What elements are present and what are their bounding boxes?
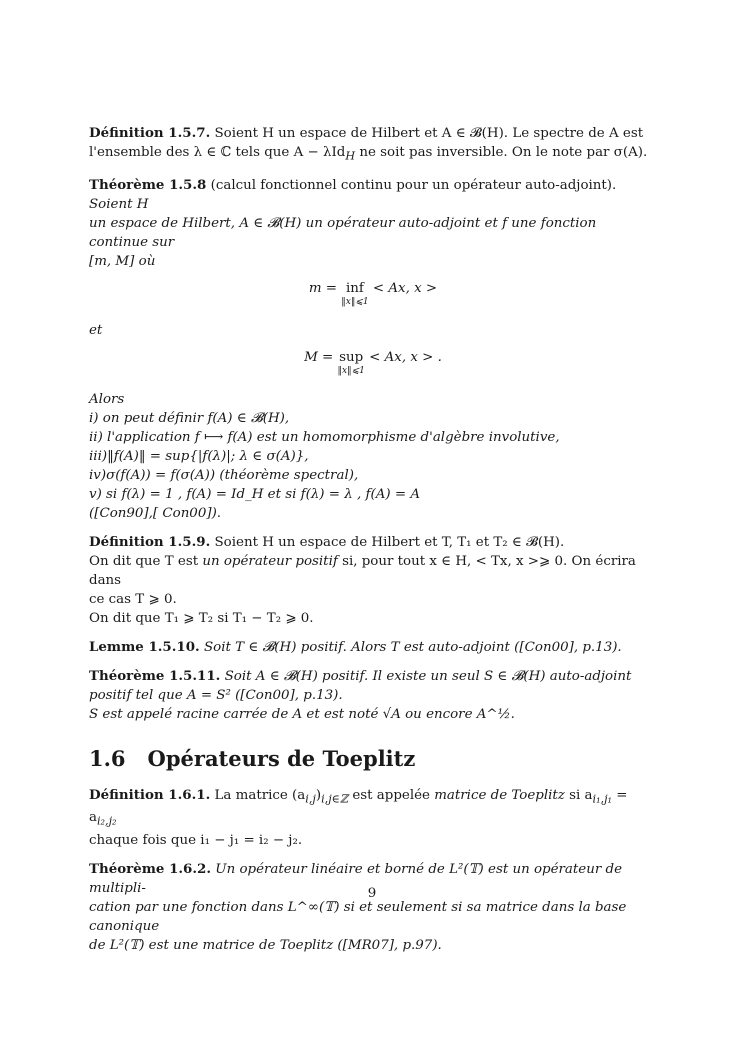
formula-M-rhs: < Ax, x > . [369,349,442,365]
page-content [89,124,657,965]
formula-m-lhs: m = [308,280,342,296]
section-number: 1.6 [89,745,126,771]
thm158-text3: [m, M] où [89,253,156,269]
def159-line1 [89,533,657,552]
definition-1-5-7 [89,124,657,166]
def159-label: Définition 1.5.9. [89,533,211,550]
thm162-text3: de L²(𝕋) est une matrice de Toeplitz ([MR07], p.97). [89,938,442,954]
def159-text1: Soient H un espace de Hilbert et T, T₁ et T₂ ∈ 𝓑(H). [214,534,565,550]
thm1511-text1: Soit A ∈ 𝓑(H) positif. Il existe un seul S ∈ 𝓑(H) auto-adjoint [224,668,632,684]
thm158-label: Théorème 1.5.8 [89,176,207,193]
thm158-item: iii)‖f(A)‖ = sup{|f(λ)|; λ ∈ σ(A)}, [89,448,309,464]
lem1510-text: Soit T ∈ 𝓑(H) positif. Alors T est auto-adjoint ([Con00], p.13). [203,639,622,655]
thm1511-text3: S est appelé racine carrée de A et est noté √A ou encore A^½. [89,706,515,722]
def157-text1: Soient H un espace de Hilbert et A ∈ 𝓑(H). Le spectre de A est [214,126,644,141]
thm158-item: i) on peut définir f(A) ∈ 𝓑(H), [89,410,290,426]
def161-text1d: si a [564,787,593,803]
formula-M [89,350,657,376]
def161-text1c: est appelée [348,787,435,803]
thm1511-line1 [89,667,657,686]
thm162-label: Théorème 1.6.2. [89,861,212,878]
def161-text1a: La matrice (a [214,787,306,803]
definition-1-6-1 [89,786,657,850]
def157-text2-end: ne soit pas inversible. On le note par σ(A). [355,145,648,160]
def161-sub2: i,j∈ℤ [321,792,349,806]
thm162-text2: cation par une fonction dans L^∞(𝕋) si et seulement si sa matrice dans la base canonique [89,900,627,935]
page-number: 9 [367,886,377,901]
def159-text2-it: un opérateur positif [202,553,338,569]
def159-line4: On dit que T₁ ⩾ T₂ si T₁ − T₂ ⩾ 0. [89,610,314,626]
def161-line1 [89,786,657,831]
thm158-item: iv)σ(f(A)) = f(σ(A)) (théorème spectral), [89,467,359,483]
lem1510-line [89,638,657,657]
thm158-item: v) si f(λ) = 1 , f(A) = Id_H et si f(λ) = λ , f(A) = A [89,486,420,502]
thm1511-label: Théorème 1.5.11. [89,667,221,684]
theorem-1-5-11 [89,667,657,724]
theorem-1-6-2 [89,860,657,955]
def159-line3: ce cas T ⩾ 0. [89,591,177,607]
def161-sub1: i,j [305,792,316,806]
thm158-line1 [89,176,657,214]
thm158-text1: Soient H [89,196,149,212]
thm158-alors: Alors [89,391,125,407]
def159-line2 [89,552,657,590]
def157-text2: l'ensemble des λ ∈ ℂ tels que A − λId [89,145,346,160]
formula-M-operator [338,350,365,376]
section-heading-1-6 [89,746,657,772]
lem1510-label: Lemme 1.5.10. [89,638,200,655]
thm158-item: ([Con90],[ Con00]). [89,505,222,521]
thm158-item: ii) l'application f ⟼ f(A) est un homomorphisme d'algèbre involutive, [89,429,560,445]
def159-text2a: On dit que T est [89,553,203,569]
def161-text1b: ) [315,787,322,803]
def161-sub3: i₁,j₁ [592,792,613,806]
formula-m-op: inf [346,280,364,296]
formula-M-op: sup [339,349,364,365]
def161-sub4: i₂,j₂ [96,815,117,829]
formula-M-cond: ‖x‖⩽1 [337,365,365,376]
thm158-list [89,390,657,523]
def161-label: Définition 1.6.1. [89,786,211,803]
thm1511-text2: positif tel que A = S² ([Con00], p.13). [89,687,343,703]
formula-m-operator [341,281,368,307]
thm158-text2: un espace de Hilbert, A ∈ 𝓑(H) un opérateur auto-adjoint et f une fonction continue sur [89,215,597,250]
def157-sub: H [345,149,356,163]
def161-text1e: = a [89,787,628,826]
lemma-1-5-10 [89,638,657,657]
def161-text1-it: matrice de Toeplitz [434,787,565,803]
thm158-title: (calcul fonctionnel continu pour un opérateur auto-adjoint). [210,177,617,193]
formula-m-rhs: < Ax, x > [372,280,438,296]
formula-m-cond: ‖x‖⩽1 [341,296,369,307]
thm162-text1: Un opérateur linéaire et borné de L²(𝕋) est un opérateur de multipli- [89,862,622,897]
def157-line1 [89,124,657,143]
def157-label: Définition 1.5.7. [89,125,211,141]
def157-line2 [89,143,657,166]
def159-text2b: si, pour tout x ∈ H, < Tx, x >⩾ 0. On écrira dans [89,553,636,588]
thm158-et: et [89,322,103,338]
theorem-1-5-8 [89,176,657,523]
section-title: Opérateurs de Toeplitz [147,745,416,771]
formula-M-lhs: M = [304,349,338,365]
def161-line2: chaque fois que i₁ − j₁ = i₂ − j₂. [89,833,303,849]
formula-m [89,281,657,307]
definition-1-5-9 [89,533,657,628]
